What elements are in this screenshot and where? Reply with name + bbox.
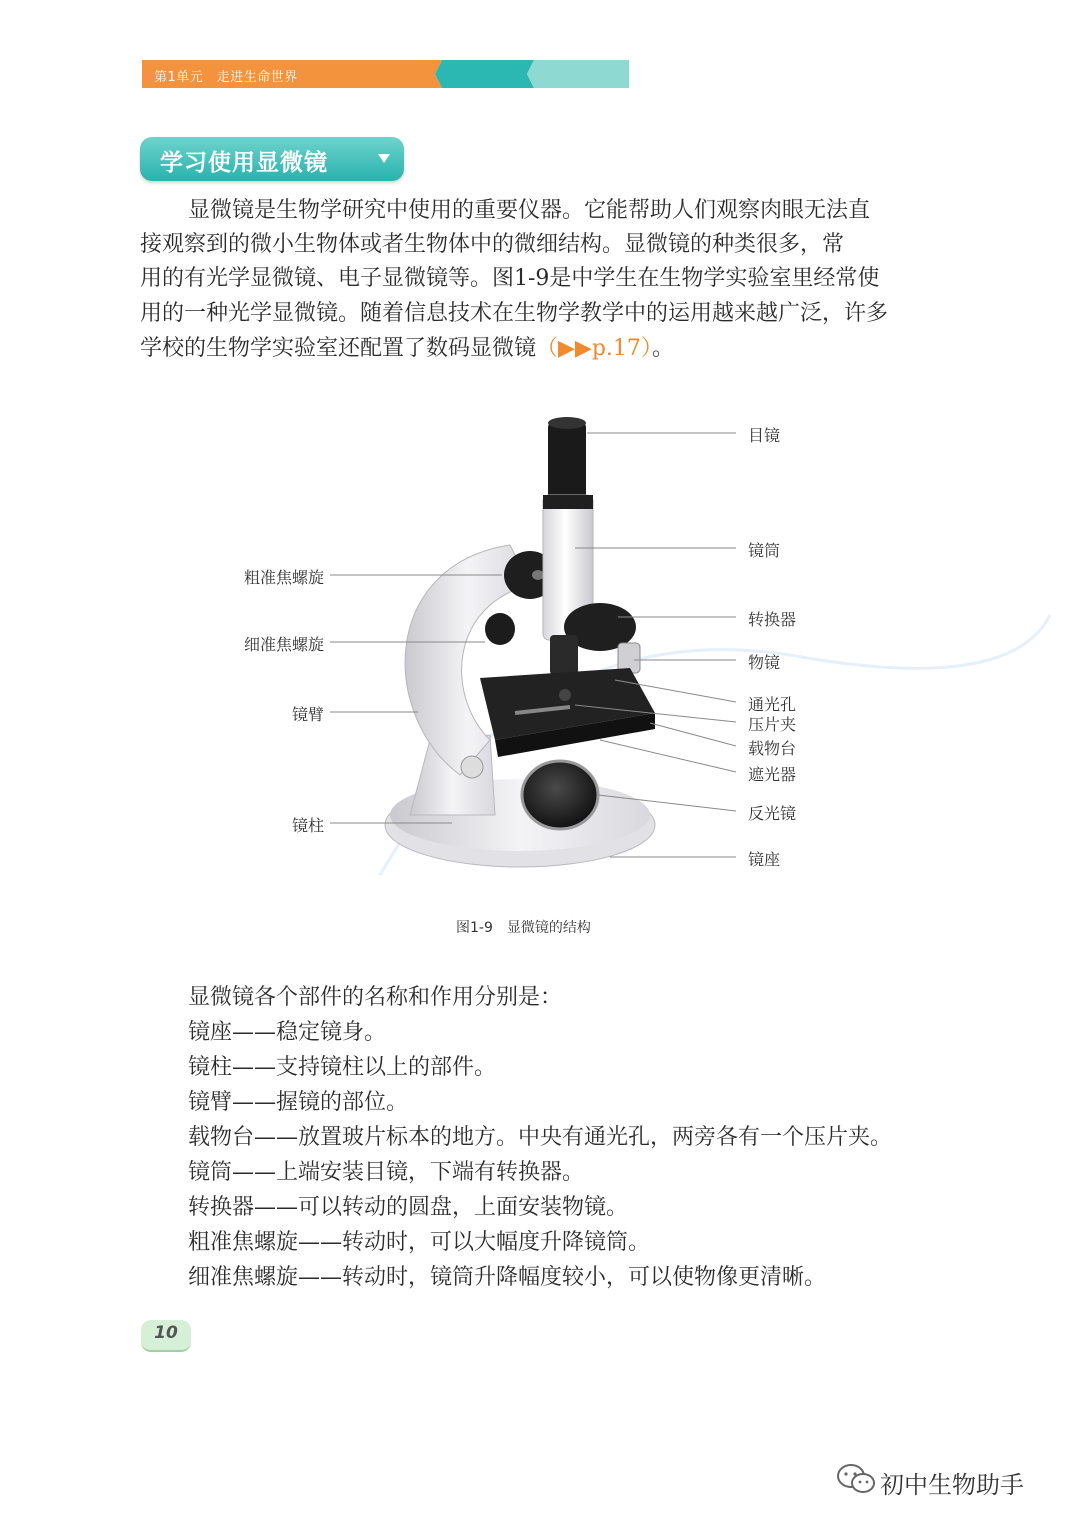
label-objective: 物镜 (748, 653, 781, 672)
section-title: 学习使用显微镜 (160, 150, 328, 176)
intro-line: 用的一种光学显微镜。随着信息技术在生物学教学中的运用越来越广泛，许多 (140, 301, 889, 326)
parts-list-item: 镜柱——支持镜柱以上的部件。 (188, 1055, 497, 1080)
label-eyepiece: 目镜 (748, 426, 781, 445)
label-nosepiece: 转换器 (748, 610, 797, 629)
unit-banner (142, 60, 629, 88)
intro-line: 显微镜是生物学研究中使用的重要仪器。它能帮助人们观察肉眼无法直 (188, 198, 871, 223)
page-number (141, 1320, 191, 1352)
label-pillar: 镜柱 (291, 816, 324, 835)
wechat-icon (836, 1462, 876, 1496)
parts-list-item: 镜筒——上端安装目镜，下端有转换器。 (188, 1160, 585, 1185)
triangle-down-icon (378, 154, 390, 164)
intro-end-mark: 。 (651, 336, 674, 361)
label-base: 镜座 (748, 850, 781, 869)
label-light-hole: 通光孔 (748, 695, 797, 714)
label-stage-clip: 压片夹 (748, 715, 797, 734)
parts-list-item: 镜座——稳定镜身。 (188, 1020, 387, 1045)
intro-line: 学校的生物学实验室还配置了数码显微镜 (140, 336, 537, 361)
watermark-text: 初中生物助手 (880, 1471, 1024, 1499)
page-reference-link[interactable]: （▶▶p.17） (536, 336, 652, 361)
intro-line-last (140, 334, 940, 364)
unit-label: 第1单元 走进生命世界 (154, 70, 298, 85)
parts-list-item: 细准焦螺旋——转动时，镜筒升降幅度较小，可以使物像更清晰。 (188, 1265, 827, 1290)
page-number-text: 10 (154, 1323, 178, 1343)
figure-caption: 图1-9 显微镜的结构 (456, 920, 591, 936)
label-mirror: 反光镜 (748, 804, 797, 823)
parts-list-item: 粗准焦螺旋——转动时，可以大幅度升降镜筒。 (188, 1230, 651, 1255)
microscope-figure (230, 395, 1060, 935)
intro-line: 接观察到的微小生物体或者生物体中的微细结构。显微镜的种类很多，常 (140, 232, 845, 257)
label-arm: 镜臂 (291, 705, 324, 724)
microscope-illustration (230, 395, 1060, 905)
label-tube: 镜筒 (748, 541, 781, 560)
label-stage: 载物台 (748, 739, 797, 758)
label-diaphragm: 遮光器 (748, 765, 797, 784)
parts-list-item: 载物台——放置玻片标本的地方。中央有通光孔，两旁各有一个压片夹。 (188, 1125, 893, 1150)
section-header (140, 137, 404, 181)
parts-list-item: 转换器——可以转动的圆盘，上面安装物镜。 (188, 1195, 629, 1220)
parts-list-intro: 显微镜各个部件的名称和作用分别是： (188, 985, 563, 1010)
parts-list-item: 镜臂——握镜的部位。 (188, 1090, 409, 1115)
intro-line: 用的有光学显微镜、电子显微镜等。图1-9是中学生在生物学实验室里经常使 (140, 266, 880, 291)
label-fine-focus: 细准焦螺旋 (243, 635, 324, 654)
label-coarse-focus: 粗准焦螺旋 (243, 568, 324, 587)
